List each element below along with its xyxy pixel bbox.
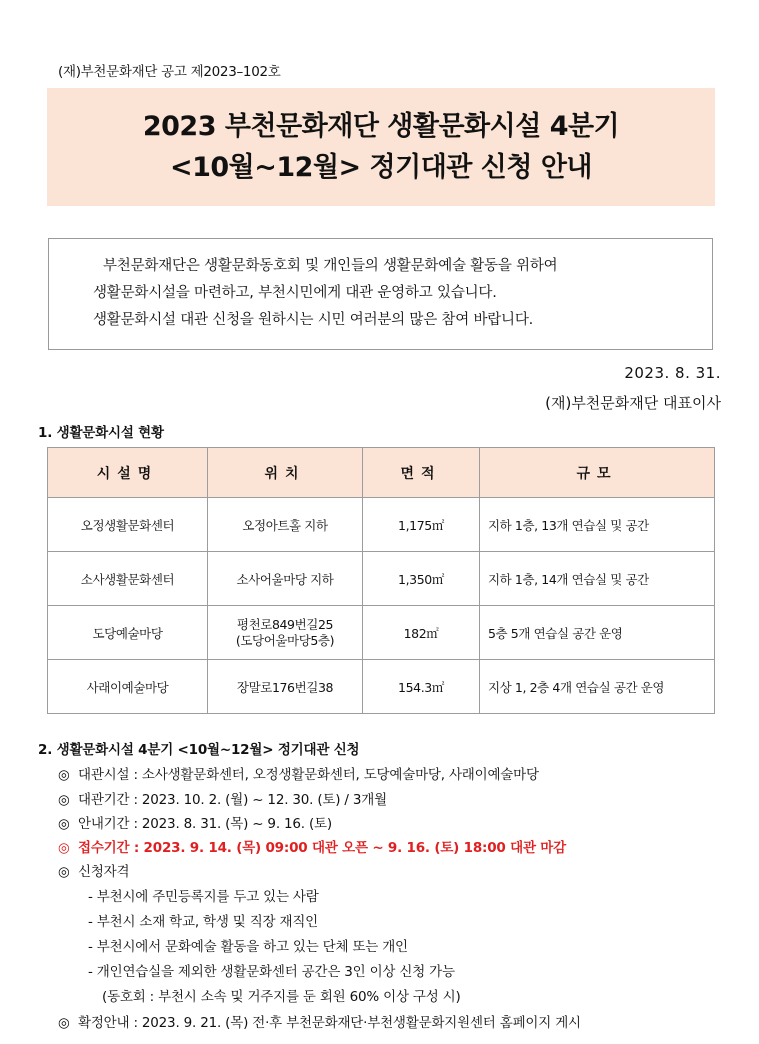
table-row [48,498,715,552]
bullet-icon: ◎ [58,767,70,783]
title-box [47,88,715,206]
title-line-2: <10월~12월> 정기대관 신청 안내 [169,152,593,183]
eligibility-item: - 부천시에 주민등록지를 두고 있는 사람 [88,889,319,905]
facility-scale: 지하 1층, 13개 연습실 및 공간 [480,498,715,552]
section-2-heading: 2. 생활문화시설 4분기 <10월~12월> 정기대관 신청 [38,742,360,758]
bullet-icon: ◎ [58,816,70,832]
location-line: (도당어울마당5층) [235,632,335,648]
info-item: ◎ 안내기간 : 2023. 8. 31. (목) ~ 9. 16. (토) [58,816,332,832]
eligibility-item: - 부천시에서 문화예술 활동을 하고 있는 단체 또는 개인 [88,939,408,955]
facility-scale: 지하 1층, 14개 연습실 및 공간 [480,552,715,606]
facility-location: 소사어울마당 지하 [208,552,363,606]
facility-name: 오정생활문화센터 [48,498,208,552]
column-header: 면적 [363,448,480,498]
notice-number: (재)부천문화재단 공고 제2023–102호 [58,64,281,80]
intro-box [48,238,713,350]
bullet-icon: ◎ [58,792,70,808]
facility-name: 사래이예술마당 [48,660,208,714]
facility-area: 154.3㎡ [363,660,480,714]
table-header-row [48,448,715,498]
facility-name: 도당예술마당 [48,606,208,660]
facility-location: 오정아트홀 지하 [208,498,363,552]
bullet-icon: ◎ [58,864,70,880]
section-1-heading: 1. 생활문화시설 현황 [38,425,164,441]
table-row [48,606,715,660]
location-line: 평천로849번길25 [236,616,334,632]
signer: (재)부천문화재단 대표이사 [545,394,721,412]
facility-scale: 5층 5개 연습실 공간 운영 [480,606,715,660]
bullet-icon: ◎ [58,1015,70,1031]
column-header: 위치 [208,448,363,498]
intro-line: 부천문화재단은 생활문화동호회 및 개인들의 생활문화예술 활동을 위하여 [103,258,558,274]
bullet-icon: ◎ [58,840,70,856]
facility-scale: 지상 1, 2층 4개 연습실 공간 운영 [480,660,715,714]
table-row [48,552,715,606]
column-header: 규모 [480,448,715,498]
facility-location: 장말로176번길38 [208,660,363,714]
facility-area: 1,350㎡ [363,552,480,606]
reception-period-highlight: ◎ 접수기간 : 2023. 9. 14. (목) 09:00 대관 오픈 ~ 9. 16. (토) 18:00 대관 마감 [58,840,566,856]
facility-table [47,447,715,714]
eligibility-note: (동호회 : 부천시 소속 및 거주지를 둔 회원 60% 이상 구성 시) [102,989,461,1005]
eligibility-item: - 부천시 소재 학교, 학생 및 직장 재직인 [88,914,319,930]
info-item: ◎ 대관기간 : 2023. 10. 2. (월) ~ 12. 30. (토) / 3개월 [58,792,387,808]
facility-name: 소사생활문화센터 [48,552,208,606]
facility-area: 182㎡ [363,606,480,660]
column-header: 시설명 [48,448,208,498]
title-line-1: 2023 부천문화재단 생활문화시설 4분기 [142,111,620,142]
info-item: ◎ 대관시설 : 소사생활문화센터, 오정생활문화센터, 도당예술마당, 사래이예술마당 [58,767,539,783]
facility-area: 1,175㎡ [363,498,480,552]
eligibility-item: - 개인연습실을 제외한 생활문화센터 공간은 3인 이상 신청 가능 [88,964,455,980]
intro-line: 생활문화시설을 마련하고, 부천시민에게 대관 운영하고 있습니다. [93,285,497,301]
notice-date: 2023. 8. 31. [624,364,721,382]
info-item: ◎ 확정안내 : 2023. 9. 21. (목) 전·후 부천문화재단·부천생활문화지원센터 홈페이지 게시 [58,1015,581,1031]
table-row [48,660,715,714]
facility-location [208,606,363,660]
intro-line: 생활문화시설 대관 신청을 원하시는 시민 여러분의 많은 참여 바랍니다. [93,312,534,328]
info-item: ◎ 신청자격 [58,864,130,880]
